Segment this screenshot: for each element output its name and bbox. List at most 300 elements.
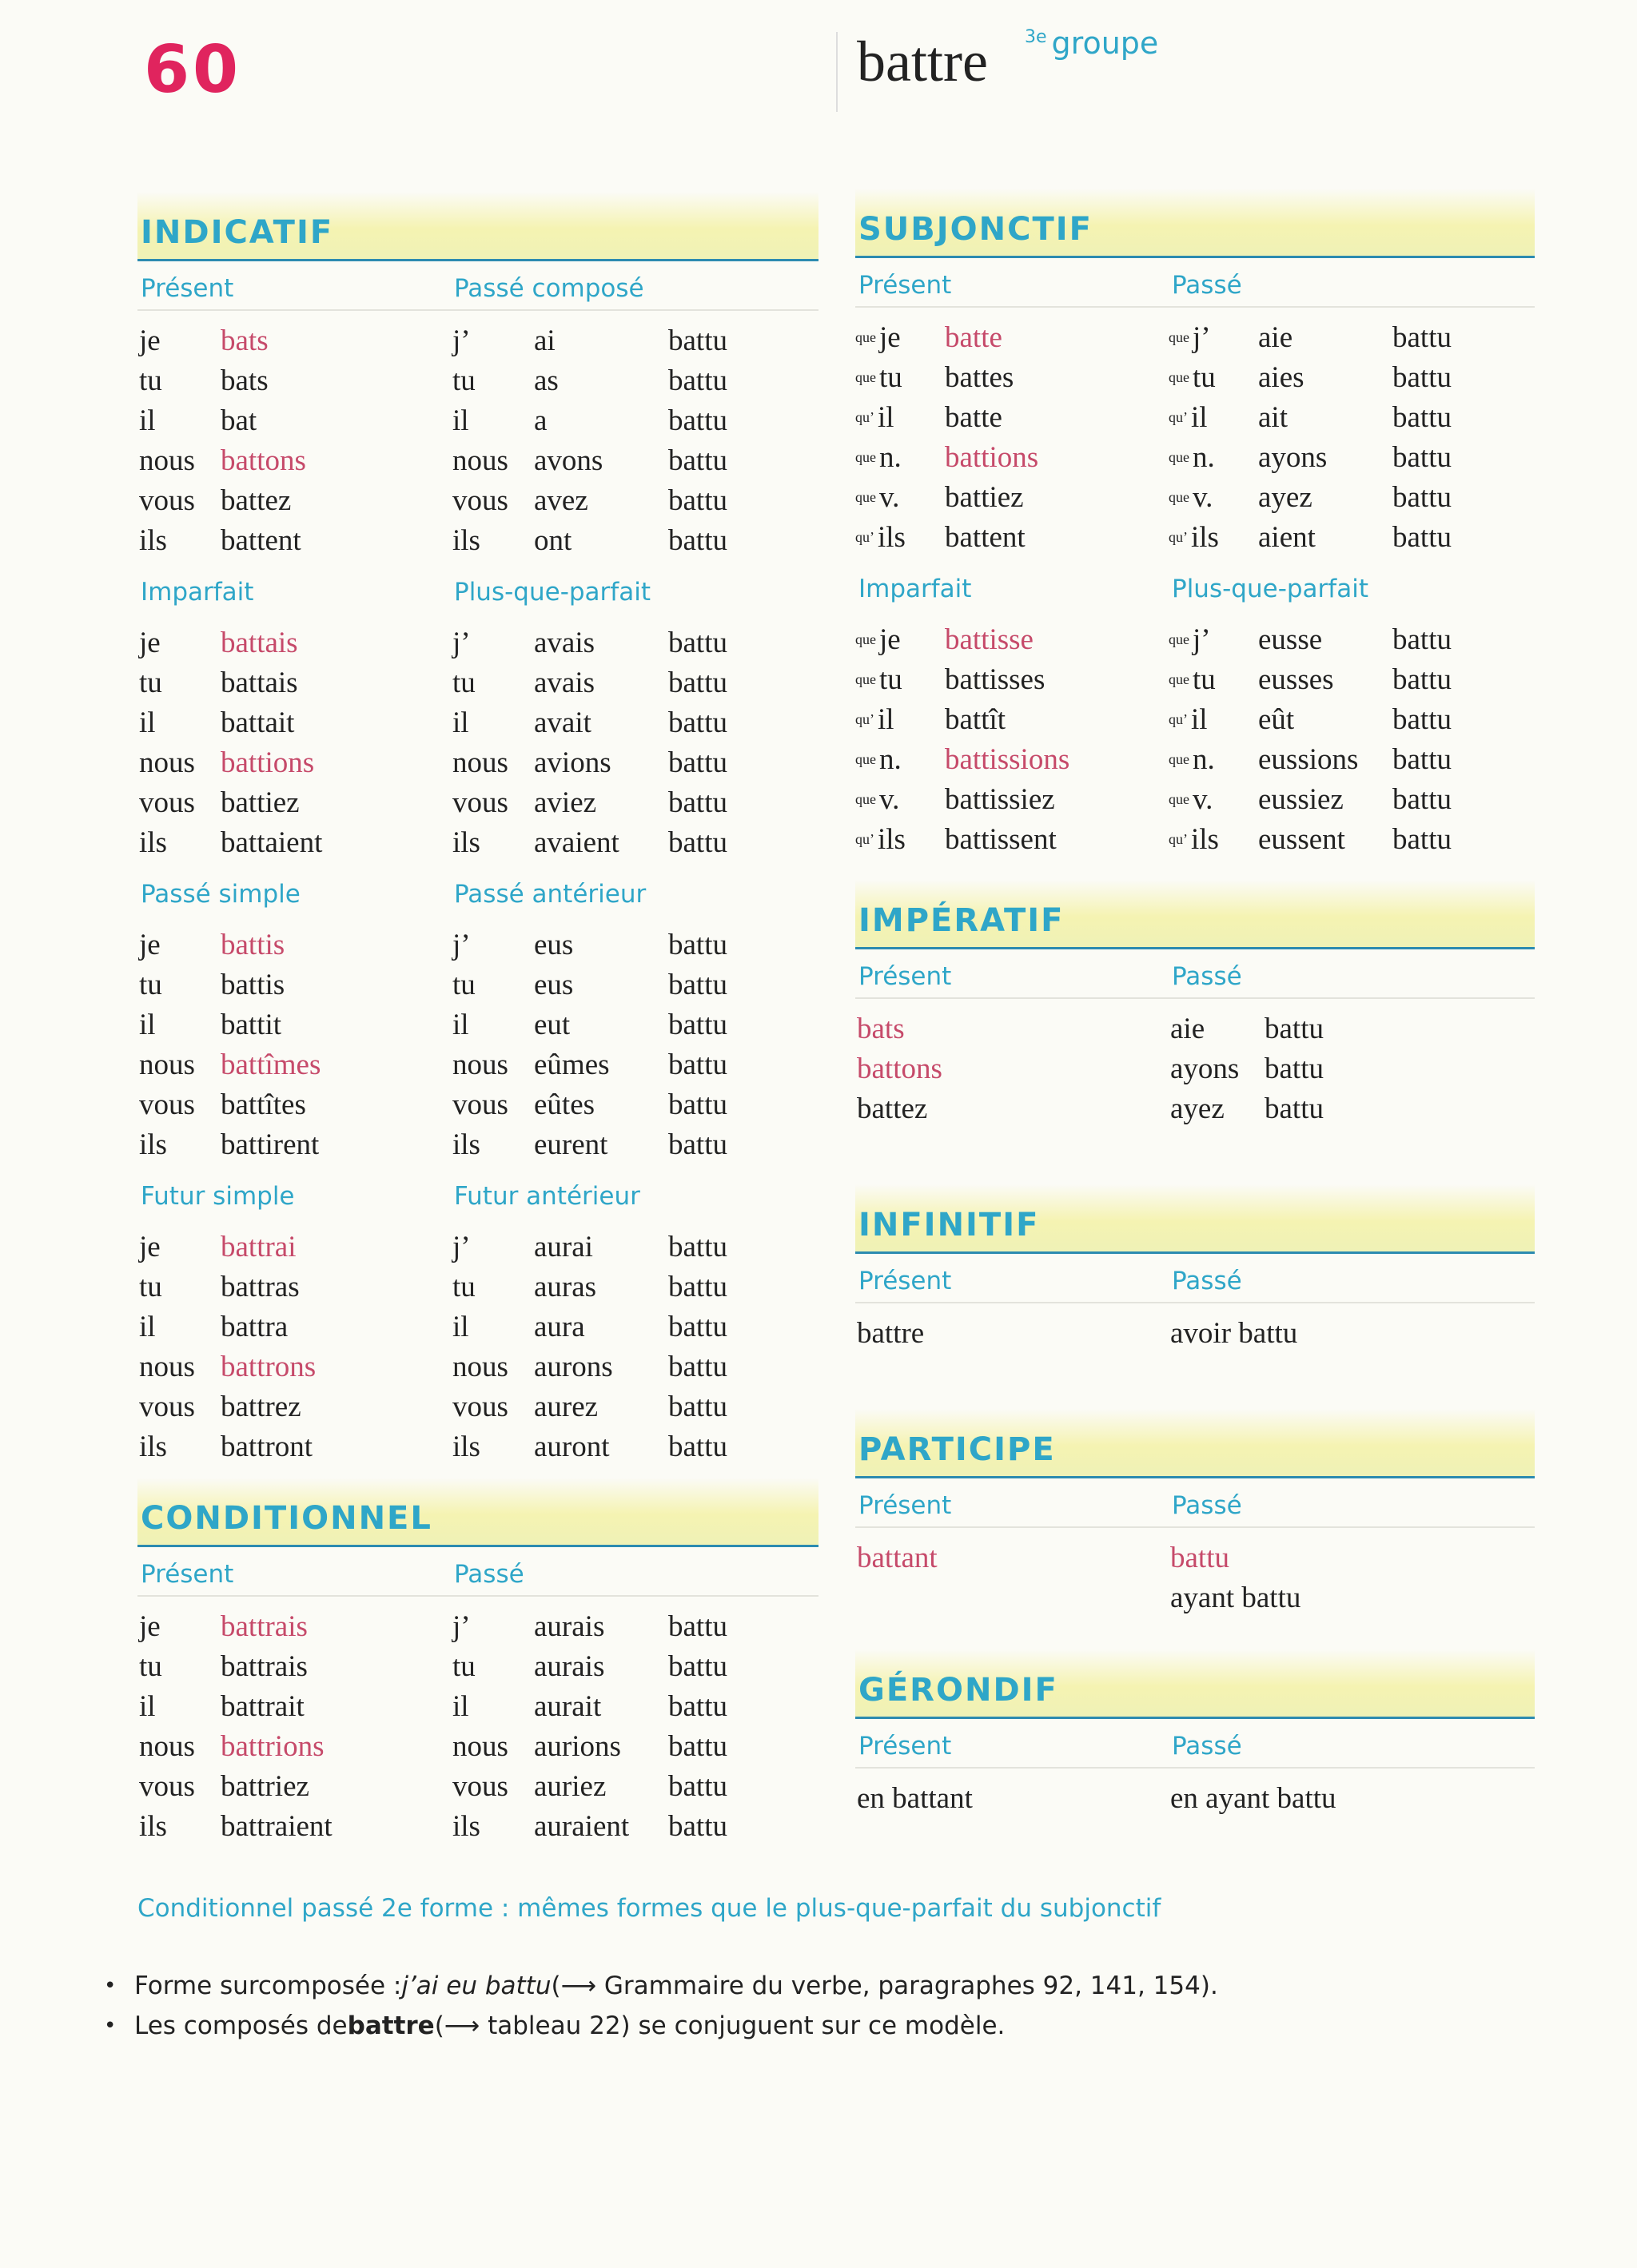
indicatif-compound-forms — [451, 320, 818, 560]
group-sup: 3e — [1025, 27, 1047, 47]
infinitif-section — [855, 1184, 1535, 1353]
que-prefix: que — [855, 750, 876, 767]
note-bullet-1 — [104, 1966, 1218, 2006]
pronoun-text: tu — [1193, 662, 1216, 696]
indicatif-row — [137, 1307, 451, 1347]
verb-form: battons — [221, 444, 306, 477]
bullet-dot-icon: • — [104, 2014, 117, 2038]
subjonctif-header — [855, 189, 1535, 258]
conditionnel-row — [137, 1766, 451, 1806]
verb-form: battiez — [221, 786, 300, 819]
bullet-dot-icon: • — [104, 1974, 117, 1998]
past-participle: battu — [1392, 360, 1452, 394]
indicatif-row — [451, 440, 818, 480]
conditionnel-compound-forms — [451, 1606, 818, 1846]
gerondif-section — [855, 1649, 1535, 1818]
auxiliary: eus — [534, 928, 574, 961]
subjonctif-tense-tense-row — [855, 258, 1535, 308]
pronoun: je — [139, 324, 161, 357]
gerondif-title: GÉRONDIF — [858, 1672, 1058, 1709]
indicatif-row — [451, 822, 818, 862]
pronoun: nous — [452, 444, 508, 477]
imperatif-present-label: Présent — [858, 962, 952, 991]
que-prefix: que — [1169, 790, 1189, 807]
verb-form: battras — [221, 1270, 300, 1303]
indicatif-row — [451, 1307, 818, 1347]
indicatif-row — [137, 623, 451, 662]
pronoun: tu — [139, 666, 162, 699]
pronoun: tu — [139, 968, 162, 1001]
verb-form: batte — [945, 400, 1002, 434]
auxiliary: aurais — [534, 1609, 605, 1643]
indicatif-row — [451, 400, 818, 440]
verb-form: battent — [221, 523, 301, 557]
subjonctif-conjugation — [855, 308, 1535, 562]
note2-suffix: (⟶ tableau 22) se conjuguent sur ce modèle. — [434, 2011, 1006, 2040]
verb-form: battez — [221, 483, 292, 517]
auxiliary: eus — [534, 968, 574, 1001]
subjonctif-simple-forms — [855, 317, 1169, 557]
verb-form: battis — [221, 928, 285, 961]
pronoun — [855, 480, 945, 515]
auxiliary: auraient — [534, 1809, 630, 1843]
que-prefix: que — [1169, 328, 1189, 345]
past-participle: battu — [668, 444, 727, 477]
pronoun: tu — [452, 1270, 476, 1303]
subjonctif-row — [1169, 477, 1535, 517]
indicatif-tense-tense-row — [137, 867, 818, 915]
pronoun: j’ — [452, 928, 471, 961]
pronoun-text: je — [879, 320, 901, 354]
subjonctif-tense-right-label: Plus-que-parfait — [1172, 575, 1368, 603]
indicatif-section — [137, 192, 818, 1471]
indicatif-row — [137, 320, 451, 360]
que-prefix: que — [855, 448, 876, 465]
past-participle: battu — [1392, 742, 1452, 776]
past-participle: battu — [668, 324, 727, 357]
pronoun-text: ils — [878, 822, 906, 856]
pronoun — [855, 440, 945, 475]
auxiliary: eusse — [1258, 623, 1323, 656]
verb-group — [1025, 26, 1158, 61]
participe-header — [855, 1409, 1535, 1478]
indicatif-row — [137, 742, 451, 782]
infinitif-row — [855, 1313, 1535, 1353]
verb-form: bats — [221, 364, 269, 397]
indicatif-row — [137, 1084, 451, 1124]
verb-form: battissent — [945, 822, 1057, 856]
conditionnel-row — [137, 1686, 451, 1726]
subjonctif-row — [855, 619, 1169, 659]
que-prefix: qu’ — [1169, 528, 1188, 545]
indicatif-row — [137, 1267, 451, 1307]
que-prefix: qu’ — [855, 408, 874, 425]
que-prefix: que — [855, 328, 876, 345]
conditionnel-row — [451, 1806, 818, 1846]
verb-form: battîmes — [221, 1048, 321, 1081]
imperatif-row — [855, 1088, 1535, 1128]
pronoun: ils — [452, 1430, 480, 1463]
subjonctif-tense-right-label: Passé — [1172, 271, 1242, 300]
indicatif-tense-tense-row — [137, 565, 818, 613]
pronoun — [855, 623, 945, 657]
pronoun: nous — [139, 746, 195, 779]
past-participle: battu — [668, 1008, 727, 1041]
indicatif-row — [451, 702, 818, 742]
pronoun — [855, 782, 945, 817]
pronoun: tu — [139, 1270, 162, 1303]
pronoun-text: il — [878, 400, 894, 434]
verb-form: batte — [945, 320, 1002, 354]
pronoun-text: ils — [1191, 822, 1219, 856]
past-participle: battu — [668, 1729, 727, 1763]
imperatif-passe-form — [1170, 1012, 1324, 1046]
verb-form: battîtes — [221, 1088, 306, 1121]
past-participle: battu — [668, 1230, 727, 1263]
pronoun-text: tu — [879, 662, 902, 696]
pronoun — [855, 822, 945, 857]
past-participle: battu — [668, 1310, 727, 1343]
verb-form: battisses — [945, 662, 1046, 696]
pronoun: il — [452, 1310, 469, 1343]
verb-form: battaient — [221, 826, 323, 859]
past-participle: battu — [1392, 320, 1452, 354]
que-prefix: que — [1169, 448, 1189, 465]
imperatif-passe-form — [1170, 1092, 1324, 1126]
past-participle: battu — [668, 666, 727, 699]
auxiliary: aurai — [534, 1230, 593, 1263]
participe-row-1 — [855, 1538, 1535, 1578]
indicatif-row — [451, 480, 818, 520]
subjonctif-row — [1169, 397, 1535, 437]
pronoun — [855, 520, 945, 555]
indicatif-row — [137, 782, 451, 822]
auxiliary: as — [534, 364, 559, 397]
auxiliary: aies — [1258, 360, 1304, 394]
pronoun: nous — [452, 1048, 508, 1081]
imperatif-tense-row — [855, 949, 1535, 999]
verb-form: battissiez — [945, 782, 1055, 816]
past-participle: battu — [668, 786, 727, 819]
pronoun — [1169, 662, 1258, 697]
past-participle: battu — [1392, 440, 1452, 474]
conditionnel-row — [451, 1686, 818, 1726]
pronoun-text: v. — [879, 782, 900, 816]
auxiliary: aurions — [534, 1729, 621, 1763]
note1-prefix: Forme surcomposée : — [134, 1972, 402, 2000]
pronoun: vous — [139, 1769, 195, 1803]
indicatif-row — [451, 360, 818, 400]
indicatif-row — [137, 1347, 451, 1387]
page-number: 60 — [144, 32, 242, 108]
subjonctif-row — [1169, 437, 1535, 477]
indicatif-row — [137, 520, 451, 560]
que-prefix: qu’ — [855, 830, 874, 847]
que-prefix: qu’ — [1169, 710, 1188, 727]
verb-form: battît — [945, 702, 1006, 736]
verb-form: battais — [221, 626, 298, 659]
pronoun: nous — [139, 1350, 195, 1383]
pronoun-text: il — [878, 702, 894, 736]
notes-list — [104, 1966, 1218, 2046]
pronoun-text: n. — [1193, 440, 1215, 474]
verb-form: battiez — [945, 480, 1024, 514]
auxiliary: ayons — [1258, 440, 1328, 474]
auxiliary: aurait — [534, 1689, 602, 1723]
pronoun-text: v. — [879, 480, 900, 514]
pronoun: vous — [452, 1769, 508, 1803]
indicatif-conjugation — [137, 311, 818, 565]
pronoun: j’ — [452, 1609, 471, 1643]
pronoun — [855, 360, 945, 395]
subjonctif-row — [855, 739, 1169, 779]
subjonctif-compound-forms — [1169, 317, 1535, 557]
pronoun: tu — [452, 1649, 476, 1683]
past-participle: battu — [668, 706, 727, 739]
indicatif-row — [451, 1267, 818, 1307]
verb-form: battrais — [221, 1649, 308, 1683]
imperatif-present-form: bats — [857, 1012, 905, 1045]
subjonctif-row — [855, 397, 1169, 437]
pronoun — [1169, 623, 1258, 657]
conditionnel-present-label: Présent — [141, 1560, 234, 1589]
auxiliary: ayez — [1258, 480, 1312, 514]
pronoun — [1169, 782, 1258, 817]
pronoun: ils — [452, 826, 480, 859]
auxiliary: eûtes — [534, 1088, 595, 1121]
pronoun — [855, 400, 945, 435]
indicatif-row — [137, 925, 451, 965]
pronoun: tu — [139, 364, 162, 397]
imperatif-passe-label: Passé — [1172, 962, 1242, 991]
note2-prefix: Les composés de — [134, 2011, 348, 2040]
imperatif-conjugation — [855, 999, 1535, 1128]
pronoun: vous — [452, 483, 508, 517]
conditionnel-conjugation — [137, 1597, 818, 1846]
note-bullet-2 — [104, 2006, 1218, 2046]
subjonctif-compound-forms — [1169, 619, 1535, 859]
past-participle: battu — [668, 626, 727, 659]
subjonctif-row — [1169, 517, 1535, 557]
infinitif-tense-row — [855, 1254, 1535, 1303]
infinitif-title: INFINITIF — [858, 1207, 1040, 1243]
auxiliary: avais — [534, 666, 595, 699]
pronoun-text: il — [1191, 702, 1208, 736]
pronoun-text: il — [1191, 400, 1208, 434]
pronoun: ils — [452, 1128, 480, 1161]
auxiliary: avaient — [534, 826, 619, 859]
past-participle: battu — [668, 404, 727, 437]
pronoun: ils — [139, 826, 167, 859]
imperatif-present-form: battez — [857, 1092, 928, 1125]
indicatif-tense-tense-row — [137, 261, 818, 311]
subjonctif-title: SUBJONCTIF — [858, 211, 1093, 248]
indicatif-row — [451, 925, 818, 965]
que-prefix: que — [1169, 488, 1189, 505]
past-participle: battu — [668, 1088, 727, 1121]
past-participle: battu — [668, 1769, 727, 1803]
indicatif-row — [451, 1124, 818, 1164]
subjonctif-tense-left-label: Présent — [858, 271, 952, 300]
infinitif-header — [855, 1184, 1535, 1254]
past-participle: battu — [1265, 1012, 1324, 1045]
verb-form: battrait — [221, 1689, 305, 1723]
auxiliary: eusses — [1258, 662, 1334, 696]
pronoun-text: n. — [879, 440, 902, 474]
auxiliary: ait — [1258, 400, 1288, 434]
indicatif-tense-right-label: Plus-que-parfait — [454, 578, 651, 607]
pronoun-text: v. — [1193, 480, 1213, 514]
subjonctif-row — [1169, 659, 1535, 699]
subjonctif-conjugation — [855, 610, 1535, 864]
subjonctif-row — [855, 659, 1169, 699]
que-prefix: que — [855, 670, 876, 687]
que-prefix: qu’ — [855, 528, 874, 545]
past-participle: battu — [1392, 822, 1452, 856]
subjonctif-row — [1169, 317, 1535, 357]
imperatif-title: IMPÉRATIF — [858, 902, 1065, 939]
verb-form: battrez — [221, 1390, 301, 1423]
que-prefix: que — [855, 631, 876, 647]
auxiliary: auras — [534, 1270, 597, 1303]
verb-form: battisse — [945, 623, 1034, 656]
right-column — [855, 189, 1535, 1818]
indicatif-row — [451, 662, 818, 702]
indicatif-compound-forms — [451, 1227, 818, 1466]
pronoun: je — [139, 1609, 161, 1643]
indicatif-row — [451, 1227, 818, 1267]
pronoun — [1169, 822, 1258, 857]
conditionnel-row — [137, 1606, 451, 1646]
auxiliary: eût — [1258, 702, 1295, 736]
auxiliary: ont — [534, 523, 572, 557]
pronoun-text: n. — [879, 742, 902, 776]
auxiliary: ayez — [1170, 1092, 1225, 1125]
indicatif-tense-left-label: Futur simple — [141, 1182, 295, 1211]
verb-form: battrai — [221, 1230, 297, 1263]
past-participle: battu — [668, 364, 727, 397]
past-participle: battu — [668, 968, 727, 1001]
imperatif-passe-form — [1170, 1052, 1324, 1086]
gerondif-passe-form: en ayant battu — [1170, 1781, 1336, 1815]
participe-section — [855, 1409, 1535, 1617]
que-prefix: que — [855, 790, 876, 807]
past-participle: battu — [1392, 400, 1452, 434]
pronoun: tu — [452, 968, 476, 1001]
pronoun-text: v. — [1193, 782, 1213, 816]
verb-form: battrons — [221, 1350, 317, 1383]
pronoun — [1169, 702, 1258, 737]
imperatif-section — [855, 880, 1535, 1128]
pronoun: vous — [452, 1088, 508, 1121]
que-prefix: qu’ — [855, 710, 874, 727]
past-participle: battu — [1392, 662, 1452, 696]
pronoun-text: ils — [878, 520, 906, 554]
pronoun — [1169, 742, 1258, 777]
conditionnel-row — [137, 1806, 451, 1846]
pronoun: tu — [452, 364, 476, 397]
conditionnel-row — [451, 1606, 818, 1646]
auxiliary: ai — [534, 324, 556, 357]
indicatif-row — [137, 662, 451, 702]
left-column — [137, 192, 818, 1846]
indicatif-simple-forms — [137, 925, 451, 1164]
gerondif-passe-label: Passé — [1172, 1732, 1242, 1761]
conditionnel-simple-forms — [137, 1606, 451, 1846]
auxiliary: avions — [534, 746, 611, 779]
verb-form: battriez — [221, 1769, 309, 1803]
auxiliary: avais — [534, 626, 595, 659]
gerondif-header — [855, 1649, 1535, 1719]
indicatif-tense-tense-row — [137, 1169, 818, 1217]
pronoun: il — [452, 1008, 469, 1041]
participe-present-form: battant — [857, 1541, 938, 1574]
verb-form: battent — [945, 520, 1026, 554]
pronoun: nous — [452, 1729, 508, 1763]
pronoun — [1169, 360, 1258, 395]
imperatif-row — [855, 1048, 1535, 1088]
participe-title: PARTICIPE — [858, 1431, 1056, 1468]
pronoun: nous — [139, 444, 195, 477]
participe-tense-row — [855, 1478, 1535, 1528]
past-participle: battu — [668, 746, 727, 779]
pronoun: ils — [452, 523, 480, 557]
past-participle: battu — [668, 1390, 727, 1423]
pronoun: vous — [452, 1390, 508, 1423]
indicatif-row — [451, 320, 818, 360]
pronoun: il — [139, 1008, 156, 1041]
subjonctif-row — [1169, 357, 1535, 397]
indicatif-compound-forms — [451, 623, 818, 862]
infinitif-passe-form: avoir battu — [1170, 1316, 1298, 1350]
verb-form: battit — [221, 1008, 282, 1041]
auxiliary: eussent — [1258, 822, 1345, 856]
pronoun — [855, 702, 945, 737]
subjonctif-row — [855, 317, 1169, 357]
indicatif-row — [137, 1005, 451, 1044]
infinitif-passe-label: Passé — [1172, 1267, 1242, 1295]
conditionnel-passe-label: Passé — [454, 1560, 524, 1589]
verb-form: battions — [945, 440, 1039, 474]
subjonctif-tense-left-label: Imparfait — [858, 575, 972, 603]
pronoun: j’ — [452, 626, 471, 659]
auxiliary: aie — [1258, 320, 1293, 354]
indicatif-simple-forms — [137, 320, 451, 560]
que-prefix: que — [1169, 750, 1189, 767]
conditionnel-row — [451, 1726, 818, 1766]
auxiliary: aura — [534, 1310, 585, 1343]
imperatif-row — [855, 1009, 1535, 1048]
gerondif-row — [855, 1778, 1535, 1818]
pronoun: je — [139, 1230, 161, 1263]
conditionnel-section — [137, 1478, 818, 1846]
pronoun: nous — [139, 1048, 195, 1081]
past-participle: battu — [1392, 480, 1452, 514]
indicatif-tense-right-label: Passé composé — [454, 274, 644, 303]
subjonctif-simple-forms — [855, 619, 1169, 859]
pronoun — [1169, 480, 1258, 515]
verb-form: battait — [221, 706, 295, 739]
subjonctif-row — [855, 477, 1169, 517]
indicatif-header — [137, 192, 818, 261]
subjonctif-section — [855, 189, 1535, 864]
pronoun: ils — [139, 1128, 167, 1161]
pronoun-text: tu — [879, 360, 902, 394]
indicatif-row — [137, 1227, 451, 1267]
pronoun: il — [452, 706, 469, 739]
participe-passe-compose-form: ayant battu — [1170, 1581, 1301, 1614]
note2-bold: battre — [347, 2011, 435, 2040]
